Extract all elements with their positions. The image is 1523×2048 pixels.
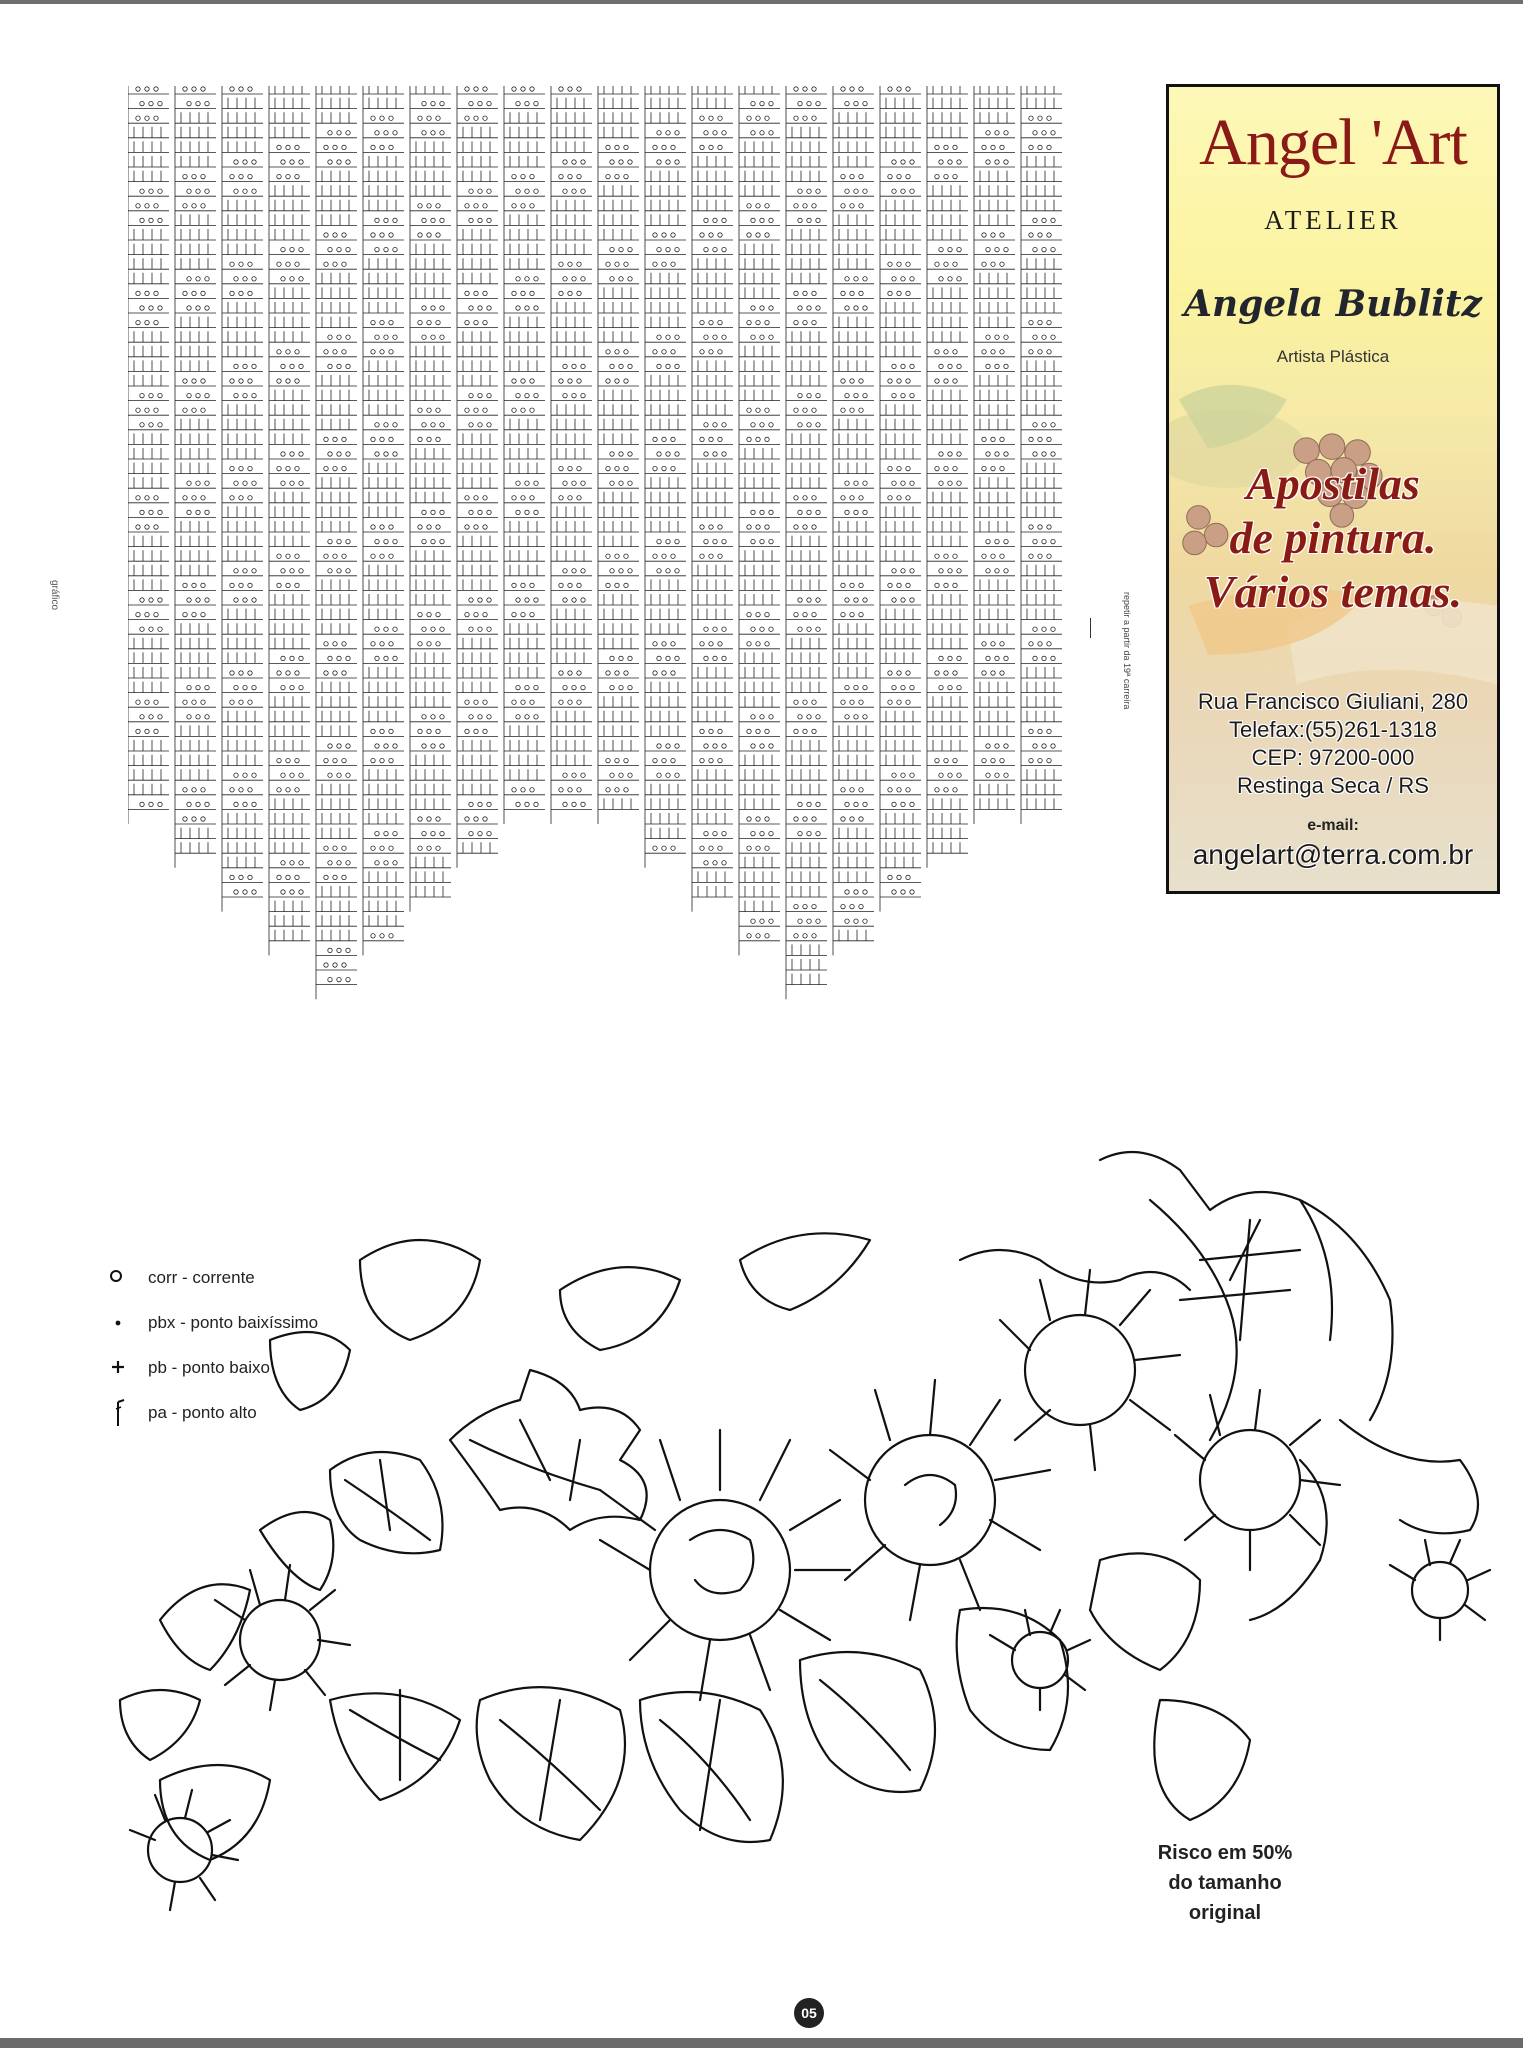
legend-label: pbx - ponto baixíssimo bbox=[148, 1312, 319, 1332]
legend-label: pa - ponto alto bbox=[148, 1402, 257, 1422]
ad-address: Rua Francisco Giuliani, 280 bbox=[1197, 689, 1469, 714]
ad-email: angelart@terra.com.br bbox=[1192, 839, 1474, 870]
bud-flower-small-right bbox=[1390, 1540, 1490, 1640]
ad-headline-line-1: Apostilas bbox=[1246, 458, 1420, 509]
page-top-edge bbox=[0, 0, 1523, 4]
chrysanthemum-flower-medium bbox=[830, 1380, 1050, 1620]
crochet-chart bbox=[128, 86, 1088, 1256]
ad-cep: CEP: 97200-000 bbox=[1251, 745, 1415, 770]
legend-label: pb - ponto baixo bbox=[148, 1357, 270, 1377]
scale-note-line-3: original bbox=[1188, 1902, 1262, 1924]
chrysanthemum-flower-small-left bbox=[215, 1565, 350, 1710]
ad-artist-role: Artista Plástica bbox=[1276, 347, 1390, 366]
chart-repeat-note: repetir a partir da 19ª carreira bbox=[1122, 592, 1132, 710]
legend-label: corr - corrente bbox=[148, 1267, 255, 1287]
chart-label-left: gráfico bbox=[49, 580, 60, 611]
ad-title: Angel 'Art bbox=[1199, 106, 1467, 179]
ad-subtitle: ATELIER bbox=[1264, 205, 1402, 235]
ad-city: Restinga Seca / RS bbox=[1237, 773, 1429, 798]
scale-note bbox=[1150, 1838, 1300, 1928]
chrysanthemum-flower-top bbox=[1000, 1270, 1180, 1470]
page-bottom-edge bbox=[0, 2038, 1523, 2048]
ad-headline-line-3: Vários temas. bbox=[1203, 566, 1463, 617]
chrysanthemum-flower-large bbox=[600, 1430, 850, 1700]
ad-headline-line-2: de pintura. bbox=[1229, 512, 1437, 563]
ad-artist-name: Angela Bublitz bbox=[1184, 283, 1482, 325]
ad-phone: Telefax:(55)261-1318 bbox=[1229, 717, 1437, 742]
scale-note-line-2: do tamanho bbox=[1168, 1872, 1282, 1894]
leaves-drawing bbox=[120, 1233, 1250, 1860]
ad-email-label: e-mail: bbox=[1307, 817, 1359, 834]
advertisement-box bbox=[1166, 84, 1500, 894]
scale-note-line-1: Risco em 50% bbox=[1157, 1842, 1293, 1864]
page-number: 05 bbox=[794, 1998, 824, 2028]
repeat-arrow-icon bbox=[1090, 618, 1091, 638]
bud-flower-bottom-left bbox=[130, 1790, 238, 1910]
